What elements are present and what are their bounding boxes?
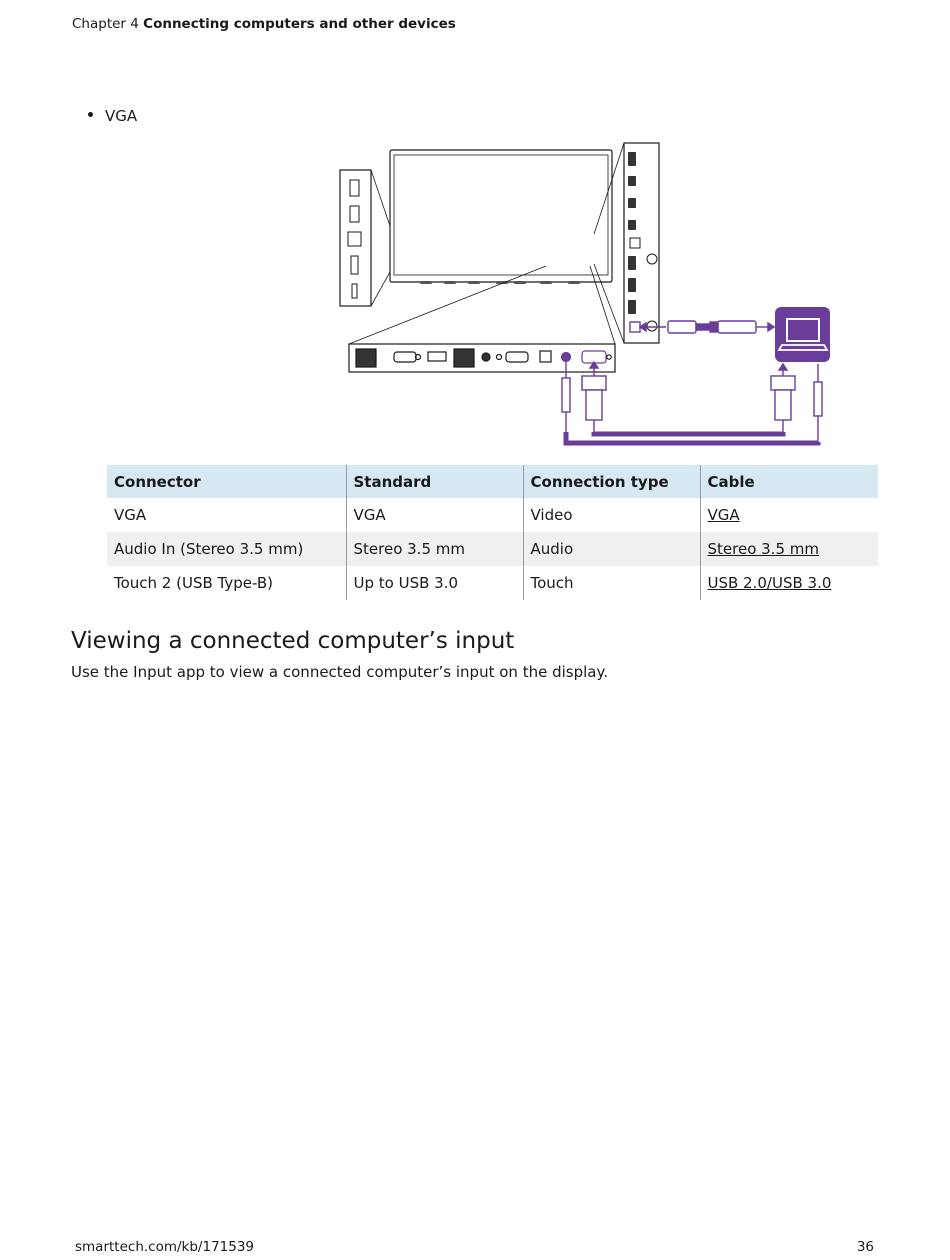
cell-connection-type: Touch xyxy=(523,566,700,600)
cell-connection-type: Video xyxy=(523,498,700,532)
chapter-title: Connecting computers and other devices xyxy=(143,16,456,32)
connection-diagram xyxy=(336,138,836,450)
cell-cable xyxy=(700,532,878,566)
cell-connector: Touch 2 (USB Type-B) xyxy=(114,574,274,592)
chapter-header xyxy=(72,16,456,32)
section-body: Use the Input app to view a connected computer’s input on the display. xyxy=(71,663,608,681)
header-connector: Connector xyxy=(107,465,346,498)
chapter-prefix: Chapter 4 xyxy=(72,16,139,32)
cell-standard: VGA xyxy=(346,498,523,532)
footer-url: smarttech.com/kb/171539 xyxy=(75,1239,255,1255)
cable-link-stereo[interactable]: Stereo 3.5 mm xyxy=(707,540,819,558)
vga-connector-icon xyxy=(582,362,795,434)
cable-link-usb[interactable]: USB 2.0/USB 3.0 xyxy=(707,574,832,592)
header-cable: Cable xyxy=(700,465,878,498)
header-standard: Standard xyxy=(346,465,523,498)
right-side-panel xyxy=(594,143,659,343)
left-side-panel xyxy=(340,170,390,306)
table-row xyxy=(107,532,878,566)
cable-link-vga[interactable]: VGA xyxy=(707,506,740,524)
table-header-row xyxy=(107,465,878,498)
laptop-icon xyxy=(775,307,830,362)
cell-connector: VGA xyxy=(114,506,147,524)
table-row xyxy=(107,498,878,532)
cell-connection-type: Audio xyxy=(523,532,700,566)
table-row xyxy=(107,566,878,600)
cell-standard: Stereo 3.5 mm xyxy=(346,532,523,566)
header-connection-type: Connection type xyxy=(523,465,700,498)
connector-table xyxy=(107,465,878,600)
cell-connector: Audio In (Stereo 3.5 mm) xyxy=(107,532,346,566)
bullet-icon xyxy=(88,112,93,117)
cell-standard: Up to USB 3.0 xyxy=(346,566,523,600)
cell-cable xyxy=(700,566,878,600)
bullet-text: VGA xyxy=(105,107,138,125)
usb-plug-icon xyxy=(640,321,774,333)
display-icon xyxy=(390,150,612,284)
cell-cable xyxy=(700,498,878,532)
page-number: 36 xyxy=(856,1239,874,1255)
bullet-item xyxy=(88,107,137,125)
section-heading: Viewing a connected computer’s input xyxy=(71,628,515,654)
cable-lines xyxy=(566,432,818,443)
